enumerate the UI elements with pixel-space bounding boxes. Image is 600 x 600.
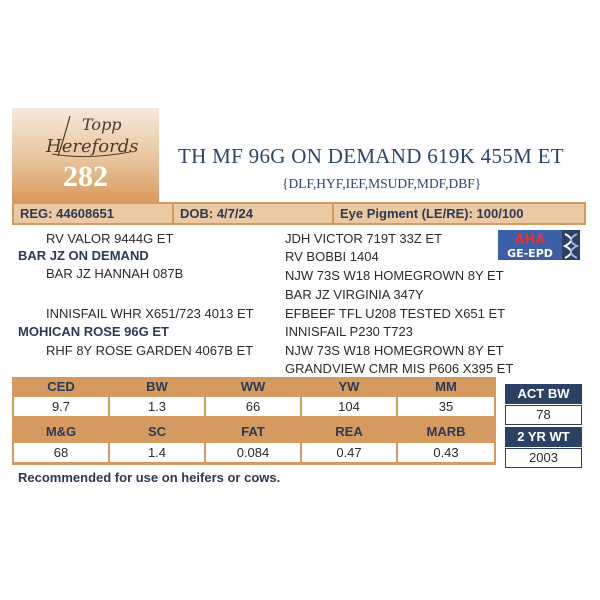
- pedigree-right-5: EFBEEF TFL U208 TESTED X651 ET: [285, 306, 506, 321]
- aha-logo-top-text: AHA: [514, 233, 546, 248]
- info-bar: [12, 202, 586, 225]
- reg-number: REG: 44608651: [14, 204, 172, 223]
- epd-header-mm: MM: [398, 379, 494, 395]
- pedigree-sire-sire: RV VALOR 9444G ET: [46, 231, 174, 246]
- epd-header-ww: WW: [206, 379, 300, 395]
- epd-value-bw: 1.3: [110, 397, 204, 416]
- pedigree-sire: BAR JZ ON DEMAND: [18, 248, 149, 263]
- epd-value-ced: 9.7: [14, 397, 108, 416]
- logo-line-2: Herefords: [46, 136, 139, 157]
- pedigree-dam: MOHICAN ROSE 96G ET: [18, 324, 169, 339]
- pedigree-right-7: NJW 73S W18 HOMEGROWN 8Y ET: [285, 343, 504, 358]
- dob: DOB: 4/7/24: [174, 204, 332, 223]
- epd-header-sc: SC: [110, 424, 204, 440]
- pedigree-dam-dam: RHF 8Y ROSE GARDEN 4067B ET: [46, 343, 254, 358]
- epd-value-mg: 68: [14, 443, 108, 462]
- pedigree-dam-sire: INNISFAIL WHR X651/723 4013 ET: [46, 306, 254, 321]
- lot-number: 282: [63, 160, 108, 193]
- epd-value-mm: 35: [398, 397, 494, 416]
- footnote: Recommended for use on heifers or cows.: [18, 470, 281, 485]
- topp-herefords-logo: [12, 108, 159, 168]
- act-bw-value: 78: [505, 405, 582, 425]
- epd-table: [12, 377, 496, 465]
- epd-header-mg: M&G: [14, 424, 108, 440]
- aha-logo-bottom-text: GE-EPD: [507, 247, 553, 260]
- pedigree-right-4: BAR JZ VIRGINIA 347Y: [285, 287, 424, 302]
- epd-value-ww: 66: [206, 397, 300, 416]
- pedigree-right-1: JDH VICTOR 719T 33Z ET: [285, 231, 443, 246]
- pedigree-right-6: INNISFAIL P230 T723: [285, 324, 413, 339]
- logo-line-1: Topp: [82, 115, 122, 134]
- epd-header-rea: REA: [302, 424, 396, 440]
- pedigree-sire-dam: BAR JZ HANNAH 087B: [46, 266, 184, 281]
- genetic-tests: {DLF,HYF,IEF,MSUDF,MDF,DBF}: [282, 176, 482, 191]
- epd-header-marb: MARB: [398, 424, 494, 440]
- epd-value-fat: 0.084: [206, 443, 300, 462]
- two-yr-wt-value: 2003: [505, 448, 582, 468]
- epd-header-bw: BW: [110, 379, 204, 395]
- two-yr-wt-label: 2 YR WT: [505, 427, 582, 447]
- act-bw-label: ACT BW: [505, 384, 582, 404]
- animal-name: TH MF 96G ON DEMAND 619K 455M ET: [178, 144, 564, 168]
- epd-value-rea: 0.47: [302, 443, 396, 462]
- eye-pigment: Eye Pigment (LE/RE): 100/100: [334, 204, 584, 223]
- epd-value-yw: 104: [302, 397, 396, 416]
- epd-header-yw: YW: [302, 379, 396, 395]
- pedigree-right-8: GRANDVIEW CMR MIS P606 X395 ET: [285, 361, 514, 376]
- epd-header-fat: FAT: [206, 424, 300, 440]
- epd-value-marb: 0.43: [398, 443, 494, 462]
- pedigree-right-2: RV BOBBI 1404: [285, 249, 379, 264]
- epd-value-sc: 1.4: [110, 443, 204, 462]
- pedigree-right-3: NJW 73S W18 HOMEGROWN 8Y ET: [285, 268, 504, 283]
- epd-header-ced: CED: [14, 379, 108, 395]
- aha-ge-epd-logo: [498, 230, 580, 260]
